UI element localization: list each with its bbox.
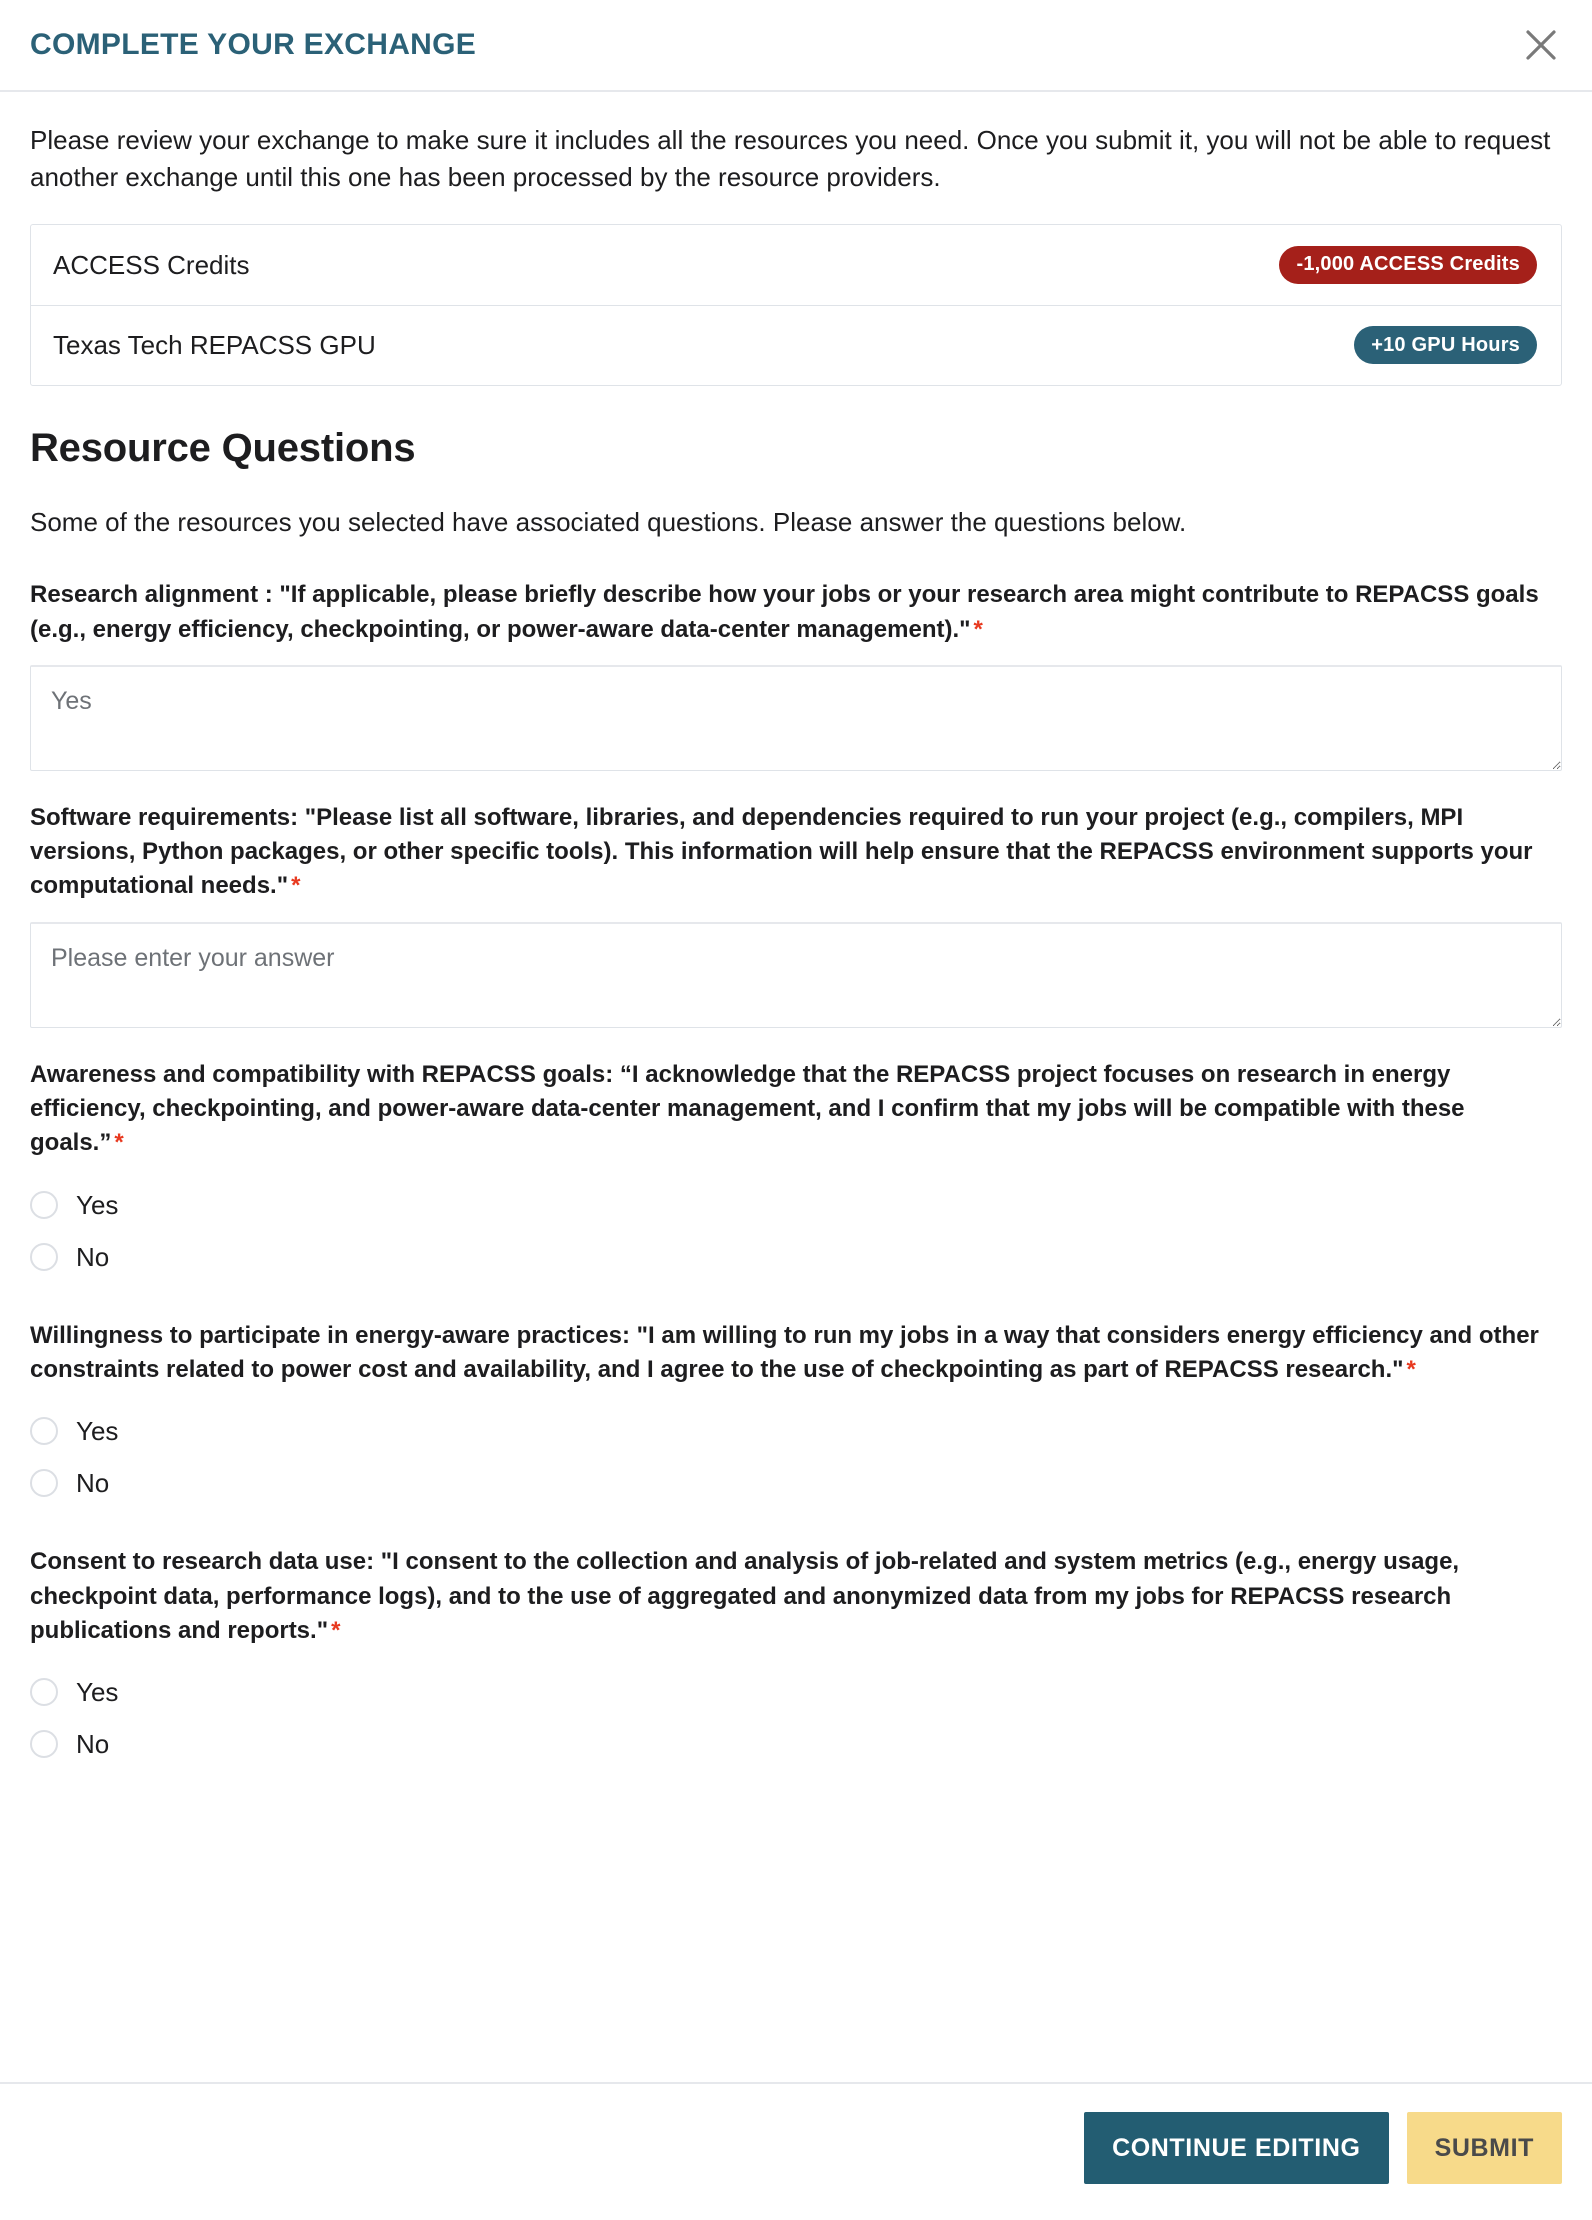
radio-label: No <box>76 1241 110 1272</box>
radio-group-consent <box>30 1666 1562 1770</box>
radio-icon[interactable] <box>30 1678 58 1706</box>
status-badge: +10 GPU Hours <box>1354 326 1537 364</box>
question-label <box>30 1319 1562 1388</box>
modal-body <box>0 92 1592 2064</box>
resource-name: ACCESS Credits <box>53 249 250 280</box>
resource-row <box>31 305 1561 385</box>
radio-option-no[interactable] <box>30 1457 1562 1509</box>
continue-editing-button[interactable]: CONTINUE EDITING <box>1084 2112 1389 2184</box>
radio-label: No <box>76 1468 110 1499</box>
software-requirements-textarea[interactable] <box>30 922 1562 1028</box>
research-alignment-textarea[interactable] <box>30 665 1562 771</box>
required-marker: * <box>291 872 301 900</box>
radio-label: Yes <box>76 1189 119 1220</box>
question-block-research-alignment <box>30 578 1562 771</box>
section-title-resource-questions: Resource Questions <box>30 425 416 470</box>
radio-label: Yes <box>76 1677 119 1708</box>
required-marker: * <box>1406 1356 1416 1384</box>
radio-option-no[interactable] <box>30 1718 1562 1770</box>
modal-footer <box>0 2082 1592 2220</box>
question-text: Software requirements: "Please list all software, libraries, and dependencies required to run your project (e.g., compilers, MPI versions, Python packages, or other specific tools). This information will help ensure that the REPACSS environment supports your computational needs." <box>30 803 1533 900</box>
required-marker: * <box>331 1616 341 1644</box>
status-badge: -1,000 ACCESS Credits <box>1279 246 1537 284</box>
close-button[interactable] <box>1518 22 1564 68</box>
submit-button[interactable]: SUBMIT <box>1407 2112 1562 2184</box>
resource-name: Texas Tech REPACSS GPU <box>53 330 376 361</box>
resource-row <box>31 225 1561 305</box>
radio-icon[interactable] <box>30 1469 58 1497</box>
radio-option-yes[interactable] <box>30 1666 1562 1718</box>
radio-icon[interactable] <box>30 1243 58 1271</box>
page-title: COMPLETE YOUR EXCHANGE <box>30 28 477 61</box>
question-text: Research alignment : "If applicable, please briefly describe how your jobs or your research area might contribute to REPACSS goals (e.g., energy efficiency, checkpointing, or power-aware data-center management)." <box>30 581 1539 643</box>
close-icon <box>1524 28 1558 62</box>
radio-icon[interactable] <box>30 1730 58 1758</box>
radio-label: Yes <box>76 1416 119 1447</box>
question-text: Awareness and compatibility with REPACSS goals: “I acknowledge that the REPACSS project focuses on research in energy efficiency, checkpointing, and power-aware data-center management, and I confirm that my jobs will be compatible with these goals.” <box>30 1060 1465 1157</box>
radio-icon[interactable] <box>30 1191 58 1219</box>
radio-option-no[interactable] <box>30 1231 1562 1283</box>
radio-option-yes[interactable] <box>30 1405 1562 1457</box>
resource-list <box>30 224 1562 386</box>
intro-text: Please review your exchange to make sure it includes all the resources you need. Once you submit it, you will not be able to request another exchange until this one has been processed by the resource providers. <box>30 125 1551 192</box>
required-marker: * <box>973 615 983 643</box>
question-label <box>30 1058 1562 1161</box>
radio-icon[interactable] <box>30 1417 58 1445</box>
question-label <box>30 578 1562 647</box>
question-label <box>30 801 1562 904</box>
question-block-consent-research-data <box>30 1545 1562 1770</box>
required-marker: * <box>114 1129 124 1157</box>
modal-header <box>0 0 1592 92</box>
question-label <box>30 1545 1562 1648</box>
question-block-awareness-compatibility <box>30 1058 1562 1283</box>
section-intro-text: Some of the resources you selected have associated questions. Please answer the questions below. <box>30 506 1187 537</box>
question-text: Consent to research data use: "I consent to the collection and analysis of job-related and system metrics (e.g., energy usage, checkpoint data, performance logs), and to the use of aggregated and anonymized data from my jobs for REPACSS research publications and reports." <box>30 1548 1460 1644</box>
radio-label: No <box>76 1729 110 1760</box>
question-block-software-requirements <box>30 801 1562 1028</box>
radio-option-yes[interactable] <box>30 1179 1562 1231</box>
radio-group-awareness <box>30 1179 1562 1283</box>
radio-group-willingness <box>30 1405 1562 1509</box>
question-text: Willingness to participate in energy-aware practices: "I am willing to run my jobs in a way that considers energy efficiency and other constraints related to power cost and availability, and I agree to the use of checkpointing as part of REPACSS research." <box>30 1321 1539 1384</box>
question-block-willingness-energy-aware <box>30 1319 1562 1510</box>
